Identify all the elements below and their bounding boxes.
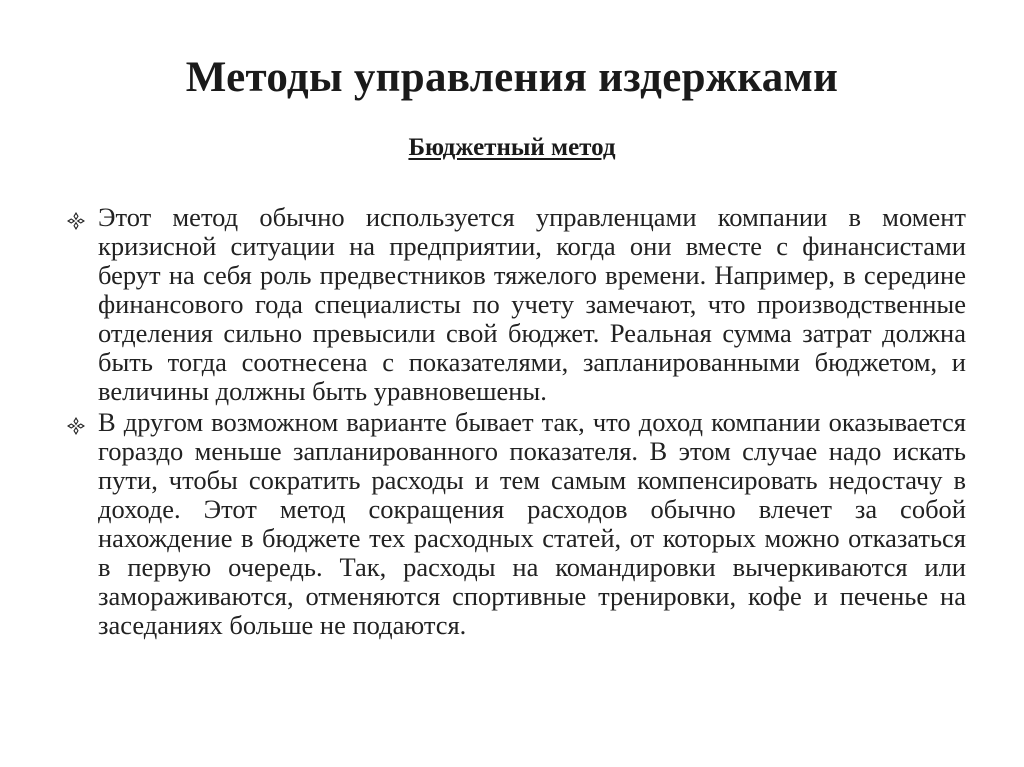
slide-subtitle bbox=[0, 132, 1024, 164]
bullet-text: Этот метод обычно используется управленцами компании в момент кризисной ситуации на предприятии, когда они вместе с финансистами берут на себя роль предвестников тяжелого времени. Например, в середине финансового года специалисты по учету замечают, что производственные отделения сильно превысили свой бюджет. Реальная сумма затрат должна быть тогда соотнесена с показателями, запланированными бюджетом, и величины должны быть уравновешены. bbox=[98, 202, 966, 406]
bullet-text: В другом возможном варианте бывает так, что доход компании оказывается гораздо меньше запланированного показателя. В этом случае надо искать пути, чтобы сократить расходы и тем самым компенсировать недостачу в доходе. Этот метод сокращения расходов обычно влечет за собой нахождение в бюджете тех расходных статей, от которых можно отказаться в первую очередь. Так, расходы на командировки вычеркиваются или замораживаются, отменяются спортивные тренировки, кофе и печенье на заседаниях больше не подаются. bbox=[98, 407, 966, 640]
diamond-bullet-icon bbox=[66, 211, 86, 231]
bullet-item bbox=[66, 408, 966, 640]
subtitle-text: Бюджетный метод bbox=[408, 134, 616, 161]
bullet-item bbox=[66, 203, 966, 406]
slide-title: Методы управления издержками bbox=[185, 54, 839, 101]
diamond-bullet-icon bbox=[66, 416, 86, 436]
bullet-list bbox=[66, 203, 966, 642]
